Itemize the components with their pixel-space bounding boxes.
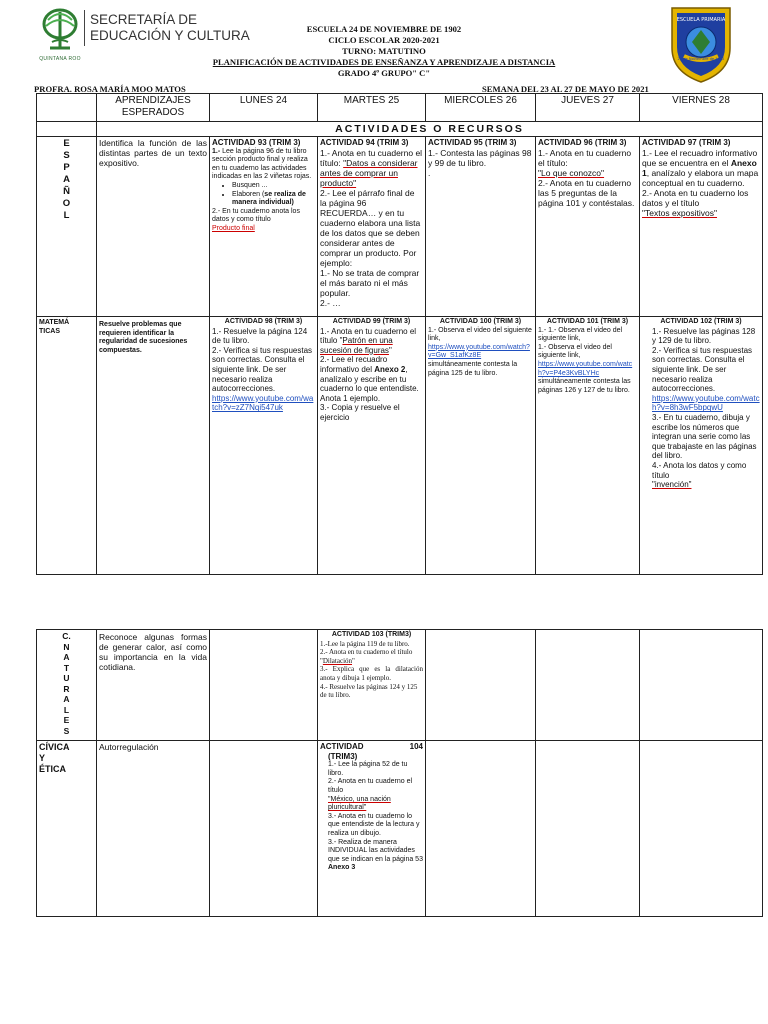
- civica-jueves: [536, 741, 640, 917]
- plan-title: PLANIFICACIÓN DE ACTIVIDADES DE ENSEÑANZA Y APRENDIZAJE A DISTANCIA: [212, 57, 556, 67]
- step-number: 1.-: [212, 147, 221, 155]
- right-logo-bottom-text: 24 de Noviembre de 1902: [677, 57, 725, 61]
- activity-text: 2.- Verifica si tus respuestas son correctas. Consulta el siguiente link. De ser necesario realiza autocorrecciones.: [652, 345, 753, 394]
- activity-title: ACTIVIDAD 94 (TRIM 3): [320, 138, 409, 147]
- activity-text: 2.- Anota en tu cuaderno las 5 preguntas de la página 101 y contéstalas.: [538, 177, 635, 208]
- activity-text: 2.- Anota en tu cuaderno el título: [328, 778, 413, 794]
- naturales-viernes: [640, 630, 763, 741]
- video-link[interactable]: https://www.youtube.com/watch?v=Gw_S1afKz8E: [428, 343, 530, 360]
- activity-title: ACTIVIDAD 103 (TRIM3): [331, 631, 412, 638]
- aprendizaje-civica: Autorregulación: [97, 741, 210, 917]
- activity-text: 2.- Lee el recuadro informativo del: [320, 355, 388, 374]
- activity-text: 1.- Resuelve las páginas 128 y 129 de tu libro.: [652, 326, 756, 346]
- activity-text: 1.-Lee la página 119 de tu libro.: [320, 639, 410, 648]
- video-link[interactable]: https://www.youtube.com/watch?v=zZ7Nqi547uk: [212, 393, 314, 413]
- activity-text: simultáneamente contesta la página 125 de tu libro.: [428, 360, 518, 377]
- teacher-name: PROFRA. ROSA MARÍA MOO MATOS: [34, 84, 186, 94]
- activity-text: 1.- 1.- Observa el video del siguiente link,: [538, 326, 623, 343]
- activity-notebook-title: "Datos a considerar antes de comprar un producto": [320, 157, 418, 188]
- matematicas-martes: [318, 317, 426, 575]
- school-cycle: CICLO ESCOLAR 2020-2021: [328, 35, 440, 45]
- col-header-lunes: LUNES 24: [210, 94, 318, 122]
- aprendizaje-espanol: Identifica la función de las distintas partes de un texto expositivo.: [97, 137, 210, 317]
- anexo-ref: Anexo 3: [328, 864, 356, 872]
- bullet-text: Elaboren (: [232, 190, 265, 198]
- row-matematicas: [37, 317, 763, 575]
- naturales-martes: [318, 630, 426, 741]
- activity-text: 1.- Observa el video del siguiente link,: [428, 326, 532, 343]
- activity-notebook-title: "Lo que conozco": [538, 167, 605, 178]
- activity-notebook-title: "México, una nación pluricultural": [328, 795, 391, 812]
- activity-text: 1.- Lee la página 52 de tu libro.: [328, 761, 408, 777]
- activity-text: , analízalo y escribe en tu cuaderno lo que entendiste. Anota 1 ejemplo.: [320, 364, 419, 403]
- espanol-jueves: [536, 137, 640, 317]
- activity-number: 104: [409, 742, 423, 751]
- secretaria-name: SECRETARÍA DE EDUCACIÓN Y CULTURA: [90, 12, 250, 43]
- activity-text: 1.- Resuelve la página 124 de tu libro.: [212, 326, 308, 346]
- espanol-miercoles: [426, 137, 536, 317]
- activity-text: 2.- Anota en tu cuaderno el título ": [320, 648, 413, 665]
- col-header-aprendizajes: APRENDIZAJES ESPERADOS: [97, 94, 210, 122]
- activity-text: ": [388, 345, 392, 355]
- aprendizaje-naturales: Reconoce algunas formas de generar calor, así como su importancia en la vida cotidiana.: [97, 630, 210, 741]
- activity-title: ACTIVIDAD 93 (TRIM 3): [212, 138, 301, 147]
- activity-title: ACTIVIDAD: [320, 742, 364, 751]
- row-naturales: [37, 630, 763, 741]
- subject-matematicas: MATEMÁ TICAS: [37, 317, 97, 575]
- bullet-bold-text: se realiza de manera individual): [232, 190, 306, 207]
- activity-title: ACTIVIDAD 102 (TRIM 3): [660, 318, 742, 325]
- activity-text: 1.- Contesta las páginas 98 y 99 de tu libro.: [428, 147, 532, 168]
- activity-text: 3.- Explica que es la dilatación anota y dibuja 1 ejemplo.: [320, 665, 423, 682]
- activity-text: 3.- En tu cuaderno, dibuja y escribe los números que integran una serie como las que trabajaste en las páginas del libro.: [652, 412, 757, 461]
- activity-notebook-title: "invención": [652, 480, 692, 490]
- activity-title: ACTIVIDAD 96 (TRIM 3): [538, 138, 627, 147]
- activity-text: ": [352, 656, 355, 665]
- activity-text: , analízalo y elabora un mapa conceptual en tu cuaderno.: [642, 167, 759, 188]
- activity-text: 2.- …: [320, 297, 341, 308]
- col-header-martes: MARTES 25: [318, 94, 426, 122]
- row-civica: [37, 741, 763, 917]
- activity-text: 4.- Anota los datos y como título: [652, 460, 747, 480]
- activity-text: 1.- Lee el recuadro informativo que se encuentra en el: [642, 147, 758, 168]
- civica-viernes: [640, 741, 763, 917]
- corner-cell: [37, 94, 97, 122]
- civica-martes: [318, 741, 426, 917]
- col-header-viernes: VIERNES 28: [640, 94, 763, 122]
- activity-text: 1.- Anota en tu cuaderno el título:: [320, 147, 423, 168]
- school-name: ESCUELA 24 DE NOVIEMBRE DE 1902: [306, 24, 462, 34]
- espanol-lunes: [210, 137, 318, 317]
- activity-text: 1.- No se trata de comprar el más barato ni el más popular.: [320, 267, 420, 298]
- activity-text: 2.- Lee el párrafo final de la página 96 RECUERDA… y en tu cuaderno elabora una lista de los datos que se deben considerar antes de comprar un producto. Por ejemplo:: [320, 187, 421, 268]
- activity-notebook-title: Dilatación: [322, 656, 353, 665]
- activity-text: 2.- Anota en tu cuaderno los datos y el título: [642, 187, 749, 208]
- row-espanol: [37, 137, 763, 317]
- activity-text: 3.- Copia y resuelve el ejercicio: [320, 403, 400, 422]
- aprendizaje-matematicas: Resuelve problemas que requieren identificar la regularidad de sucesiones compuestas.: [97, 317, 210, 575]
- grade-group: GRADO 4º GRUPO" C": [337, 68, 431, 78]
- activity-text: 2.- En tu cuaderno anota los datos y como título: [212, 207, 300, 224]
- video-link[interactable]: https://www.youtube.com/watch?v=P4e3KvBLYHc: [538, 360, 633, 377]
- col-header-jueves: JUEVES 27: [536, 94, 640, 122]
- subject-naturales: C. N A T U R A L E S: [37, 630, 97, 741]
- activity-text: 4.- Resuelve las páginas 124 y 125 de tu libro.: [320, 682, 418, 700]
- document-title-block: [190, 24, 578, 79]
- civica-lunes: [210, 741, 318, 917]
- subject-civica: CÍVICA Y ÉTICA: [37, 741, 97, 917]
- activity-text: 3.- Realiza de manera INDIVIDUAL las actividades que se indican en la página 53: [328, 838, 423, 863]
- quintana-roo-tree-logo-icon: [34, 4, 86, 56]
- school-shift: TURNO: MATUTINO: [342, 46, 426, 56]
- espanol-martes: [318, 137, 426, 317]
- planning-table-2: [36, 629, 763, 917]
- naturales-miercoles: [426, 630, 536, 741]
- activity-text: 1.- Observa el video del siguiente link,: [538, 343, 612, 360]
- naturales-lunes: [210, 630, 318, 741]
- page-header: [0, 0, 768, 92]
- activity-text: Lee la página 96 de tu libro sección producto final y realiza en tu cuaderno las actividades indicadas en las 2 viñetas rojas.: [212, 147, 312, 181]
- school-shield-logo-icon: [668, 2, 734, 84]
- video-link[interactable]: https://www.youtube.com/watch?v=8h3wF5bpqwU: [652, 393, 760, 413]
- activity-text: 2.- Verifica si tus respuestas son correctas. Consulta el siguiente link. De ser necesario realiza autocorrecciones.: [212, 345, 313, 394]
- matematicas-jueves: [536, 317, 640, 575]
- anexo-ref: Anexo 2: [374, 364, 406, 374]
- matematicas-viernes: [640, 317, 763, 575]
- espanol-viernes: [640, 137, 763, 317]
- matematicas-lunes: [210, 317, 318, 575]
- right-logo-top-text: ESCUELA PRIMARIA: [676, 17, 726, 23]
- activity-title: ACTIVIDAD 101 (TRIM 3): [546, 318, 629, 325]
- activity-trim: (TRIM3): [328, 751, 358, 761]
- bullet-item: • Busquen ...: [232, 182, 315, 191]
- activity-title-row: [320, 742, 423, 752]
- subject-espanol: E S P A Ñ O L: [37, 137, 97, 317]
- bullet-item: [232, 191, 315, 208]
- activity-text: 1.- Anota en tu cuaderno el título:: [538, 147, 632, 168]
- activity-title: ACTIVIDAD 99 (TRIM 3): [332, 318, 411, 325]
- activity-notebook-title: Producto final: [212, 224, 255, 232]
- activity-title: ACTIVIDAD 97 (TRIM 3): [642, 138, 731, 147]
- actividades-header: ACTIVIDADES O RECURSOS: [97, 122, 763, 137]
- logo-caption: QUINTANA ROO: [39, 56, 81, 62]
- planning-table-1: [36, 93, 763, 575]
- activity-text: 3.- Anota en tu cuaderno lo que entendiste de la lectura y realiza un dibujo.: [328, 812, 420, 837]
- activity-notebook-title: "Textos expositivos": [642, 207, 718, 218]
- civica-miercoles: [426, 741, 536, 917]
- week-range: SEMANA DEL 23 AL 27 DE MAYO DE 2021: [482, 84, 649, 94]
- activity-text: .: [428, 167, 431, 178]
- anexo-ref: Anexo 1: [642, 157, 757, 178]
- activity-title: ACTIVIDAD 95 (TRIM 3): [428, 138, 517, 147]
- matematicas-miercoles: [426, 317, 536, 575]
- activity-title: ACTIVIDAD 98 (TRIM 3): [224, 318, 303, 325]
- header-divider: [84, 10, 85, 46]
- activity-title: ACTIVIDAD 100 (TRIM 3): [439, 318, 522, 325]
- activity-text: 1.- Anota en tu cuaderno el título ": [320, 326, 417, 346]
- corner-cell-2: [37, 122, 97, 137]
- naturales-jueves: [536, 630, 640, 741]
- col-header-miercoles: MIERCOLES 26: [426, 94, 536, 122]
- activity-notebook-title: Patrón en una sucesión de figuras: [320, 336, 393, 355]
- activity-text: simultáneamente contesta las páginas 126 y 127 de tu libro.: [538, 378, 631, 394]
